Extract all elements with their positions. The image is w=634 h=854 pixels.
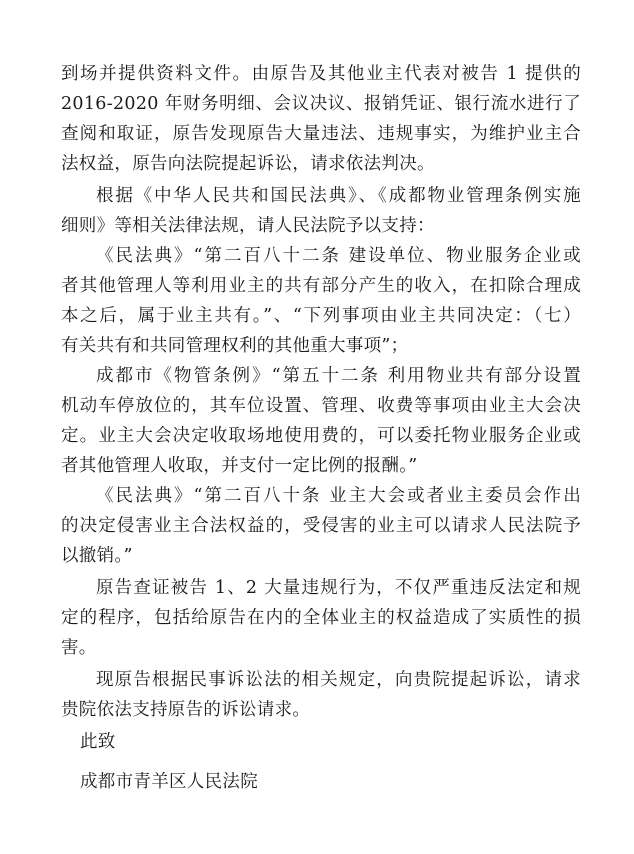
addressee-court: 成都市青羊区人民法院 <box>80 772 258 792</box>
paragraph-line: 定的程序，包括给原告在内的全体业主的权益造成了实质性的损 <box>61 608 581 628</box>
paragraph-line: 法权益，原告向法院提起诉讼，请求依法判决。 <box>61 154 435 174</box>
paragraph-line: 《民法典》“第二百八十二条 建设单位、物业服务企业或 <box>96 246 581 266</box>
paragraph-line: 《民法典》“第二百八十条 业主大会或者业主委员会作出 <box>96 486 581 506</box>
paragraph-line: 原告查证被告 1、2 大量违规行为，不仅严重违反法定和规 <box>96 578 581 598</box>
paragraph-line: 查阅和取证，原告发现原告大量违法、违规事实，为维护业主合 <box>61 124 581 144</box>
paragraph-line: 定。业主大会决定收取场地使用费的，可以委托物业服务企业或 <box>61 426 581 446</box>
paragraph-line: 细则》等相关法律法规，请人民法院予以支持： <box>61 216 435 236</box>
paragraph-line: 本之后，属于业主共有。”、“下列事项由业主共同决定：（七） <box>61 306 581 326</box>
paragraph-line: 者其他管理人收取，并支付一定比例的报酬。” <box>61 456 418 476</box>
paragraph-line: 到场并提供资料文件。由原告及其他业主代表对被告 1 提供的 <box>61 64 581 84</box>
paragraph-line: 机动车停放位的，其车位设置、管理、收费等事项由业主大会决 <box>61 396 581 416</box>
paragraph-line: 以撤销。” <box>61 546 133 566</box>
paragraph-line: 成都市《物管条例》“第五十二条 利用物业共有部分设置 <box>96 366 581 386</box>
paragraph-line: 害。 <box>61 638 97 658</box>
paragraph-line: 2016-2020 年财务明细、会议决议、报销凭证、银行流水进行了 <box>61 94 581 114</box>
paragraph-line: 贵院依法支持原告的诉讼请求。 <box>61 700 311 720</box>
paragraph-line: 有关共有和共同管理权利的其他重大事项”； <box>61 336 409 356</box>
closing-salutation: 此致 <box>80 732 116 752</box>
paragraph-line: 现原告根据民事诉讼法的相关规定，向贵院提起诉讼，请求 <box>96 670 581 690</box>
paragraph-line: 的决定侵害业主合法权益的，受侵害的业主可以请求人民法院予 <box>61 516 581 536</box>
paragraph-line: 者其他管理人等利用业主的共有部分产生的收入，在扣除合理成 <box>61 276 581 296</box>
paragraph-line: 根据《中华人民共和国民法典》、《成都物业管理条例实施 <box>96 186 581 206</box>
